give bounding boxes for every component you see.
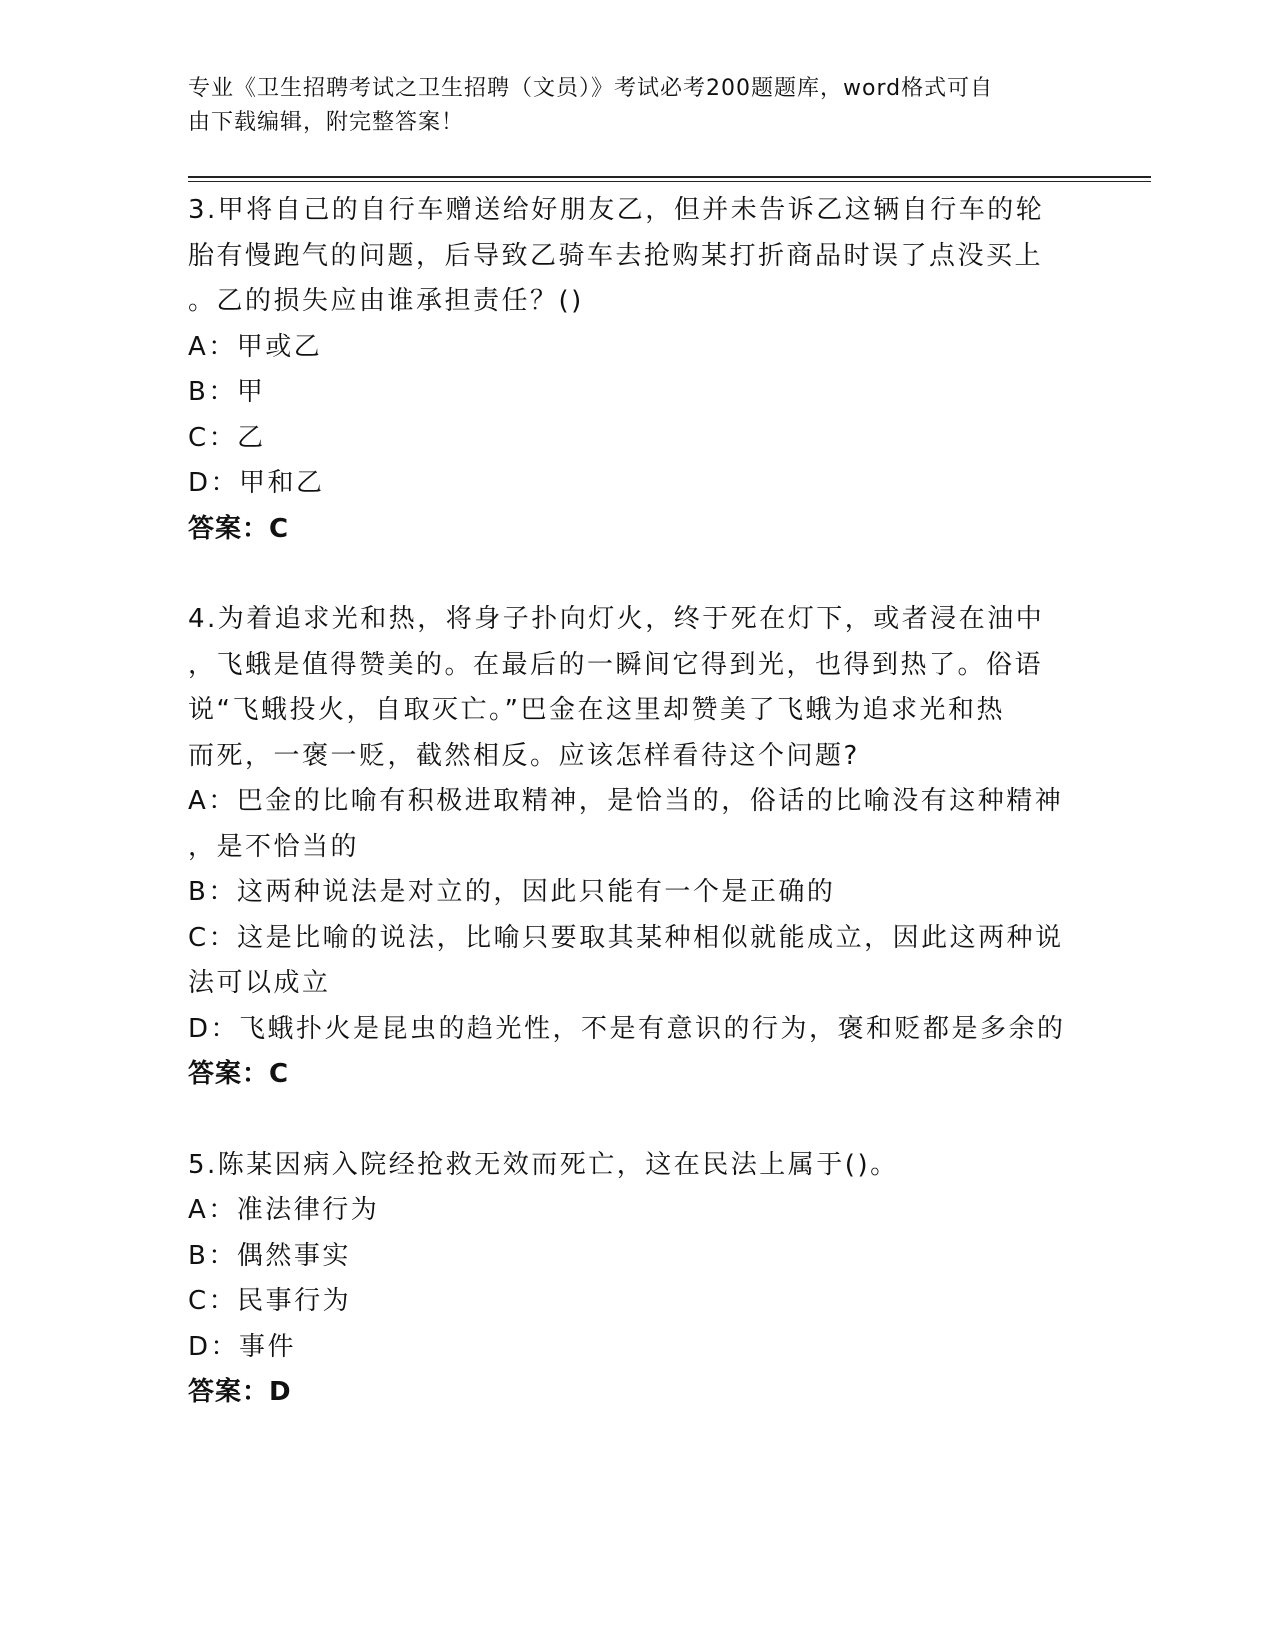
question-item [188, 597, 1088, 1098]
question-stem-line: 而死，一褒一贬，截然相反。应该怎样看待这个问题? [188, 740, 860, 771]
header-line: 专业《卫生招聘考试之卫生招聘（文员）》考试必考200题题库，word格式可自 [188, 76, 994, 101]
option-b: B：偶然事实 [188, 1240, 351, 1271]
answer-label: 答案：C [188, 513, 290, 544]
option-a: A：巴金的比喻有积极进取精神，是恰当的，俗话的比喻没有这种精神 [188, 786, 1064, 816]
question-stem-line: 4.为着追求光和热，将身子扑向灯火，终于死在灯下，或者浸在油中 [188, 604, 1045, 634]
document-header [188, 72, 1068, 140]
answer-label: 答案：D [188, 1377, 292, 1407]
header-divider [188, 181, 1151, 182]
option-b: B：甲 [188, 377, 266, 407]
question-item [188, 1143, 1088, 1416]
option-d: D：事件 [188, 1331, 297, 1362]
question-stem-line: 3.甲将自己的自行车赠送给好朋友乙，但并未告诉乙这辆自行车的轮 [188, 195, 1045, 225]
option-c-continued: 法可以成立 [188, 968, 331, 998]
question-list [188, 188, 1088, 1461]
question-item [188, 188, 1088, 552]
option-a: A：准法律行为 [188, 1195, 380, 1225]
option-d: D：甲和乙 [188, 468, 325, 498]
option-b: B：这两种说法是对立的，因此只能有一个是正确的 [188, 877, 836, 907]
option-d: D：飞蛾扑火是昆虫的趋光性，不是有意识的行为，褒和贬都是多余的 [188, 1013, 1066, 1044]
header-line: 由下载编辑，附完整答案！ [188, 110, 465, 135]
header-divider [188, 176, 1151, 178]
question-stem-line: 5.陈某因病入院经抢救无效而死亡，这在民法上属于()。 [188, 1149, 899, 1180]
option-c: C：这是比喻的说法，比喻只要取其某种相似就能成立，因此这两种说 [188, 922, 1064, 953]
option-a-continued: ，是不恰当的 [188, 831, 360, 862]
question-stem-line: 胎有慢跑气的问题，后导致乙骑车去抢购某打折商品时误了点没买上 [188, 240, 1044, 271]
option-c: C：乙 [188, 422, 266, 453]
question-stem-line: 说“飞蛾投火，自取灭亡。”巴金在这里却赞美了飞蛾为追求光和热 [188, 695, 1005, 725]
question-stem-line: 。乙的损失应由谁承担责任？() [188, 286, 584, 316]
question-stem-line: ，飞蛾是值得赞美的。在最后的一瞬间它得到光，也得到热了。俗语 [188, 649, 1044, 680]
answer-label: 答案：C [188, 1059, 290, 1089]
option-c: C：民事行为 [188, 1286, 352, 1316]
option-a: A：甲或乙 [188, 331, 323, 362]
